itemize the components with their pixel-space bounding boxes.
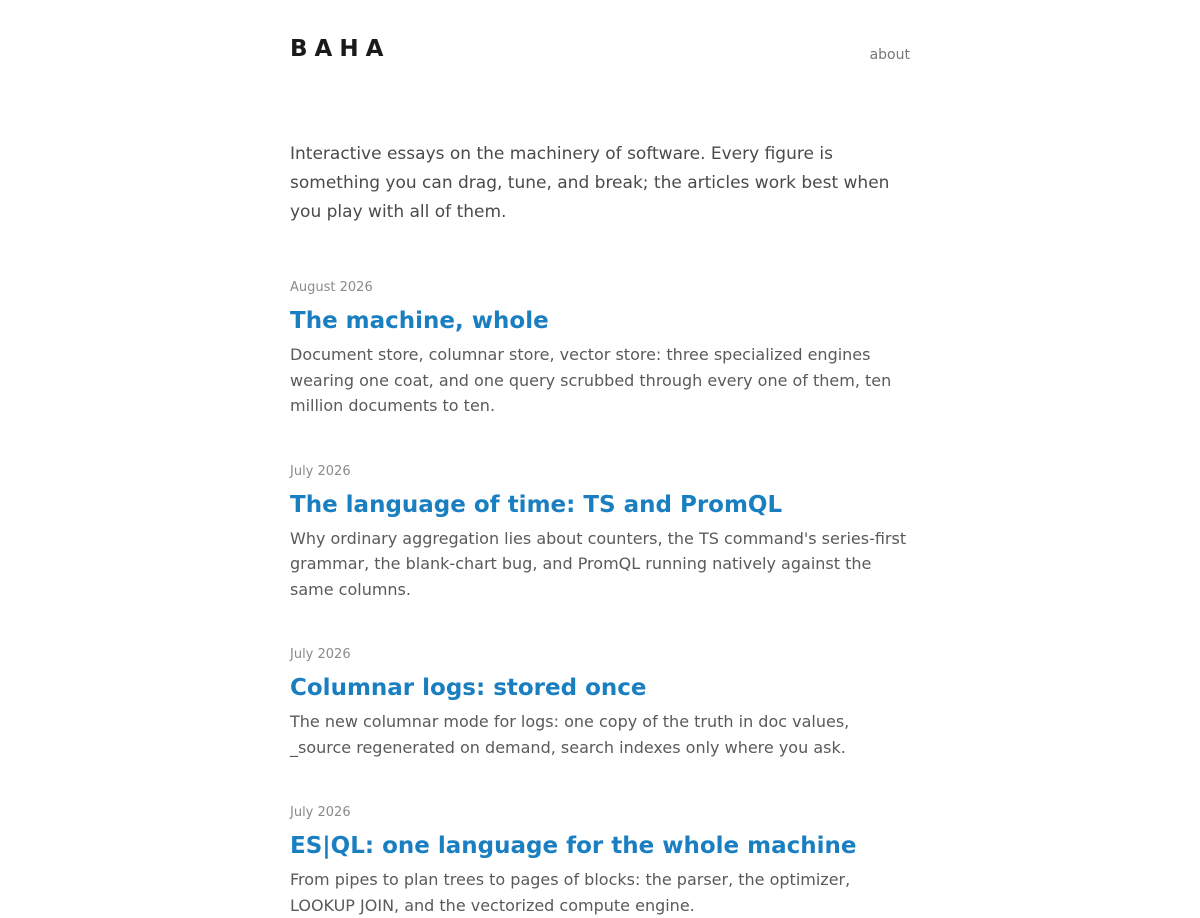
- post-summary: From pipes to plan trees to pages of blocks: the parser, the optimizer, LOOKUP JOIN, and the vectorized compute engine.: [290, 870, 851, 915]
- post-item: [290, 804, 910, 918]
- post-date: August 2026: [290, 280, 373, 295]
- post-title-link[interactable]: ES|QL: one language for the whole machine: [290, 833, 857, 859]
- post-date: July 2026: [290, 463, 351, 479]
- post-item: [290, 279, 910, 419]
- post-summary: The new columnar mode for logs: one copy of the truth in doc values, _source regenerated on demand, search indexes only where you ask.: [290, 712, 850, 757]
- post-title-link[interactable]: The language of time: TS and PromQL: [290, 491, 783, 518]
- post-summary: Why ordinary aggregation lies about counters, the TS command's series-first grammar, the blank-chart bug, and PromQL running natively against the same columns.: [290, 528, 907, 599]
- post-item: [290, 646, 910, 760]
- nav-about-link[interactable]: about: [869, 47, 910, 63]
- post-list: [290, 279, 910, 918]
- post-item: [290, 463, 910, 603]
- post-date: July 2026: [290, 805, 351, 820]
- post-title-link[interactable]: The machine, whole: [290, 308, 549, 334]
- site-header: [290, 0, 910, 110]
- post-title-link[interactable]: Columnar logs: stored once: [290, 675, 647, 701]
- post-date: July 2026: [290, 647, 351, 662]
- page-container: [290, 0, 910, 918]
- post-summary: Document store, columnar store, vector store: three specialized engines wearing one coat, and one query scrubbed through every one of them, ten million documents to ten.: [290, 345, 892, 415]
- intro-text: Interactive essays on the machinery of software. Every figure is something you can drag, tune, and break; the articles work best when you play with all of them.: [290, 144, 890, 222]
- site-logo[interactable]: BAHA: [290, 36, 391, 62]
